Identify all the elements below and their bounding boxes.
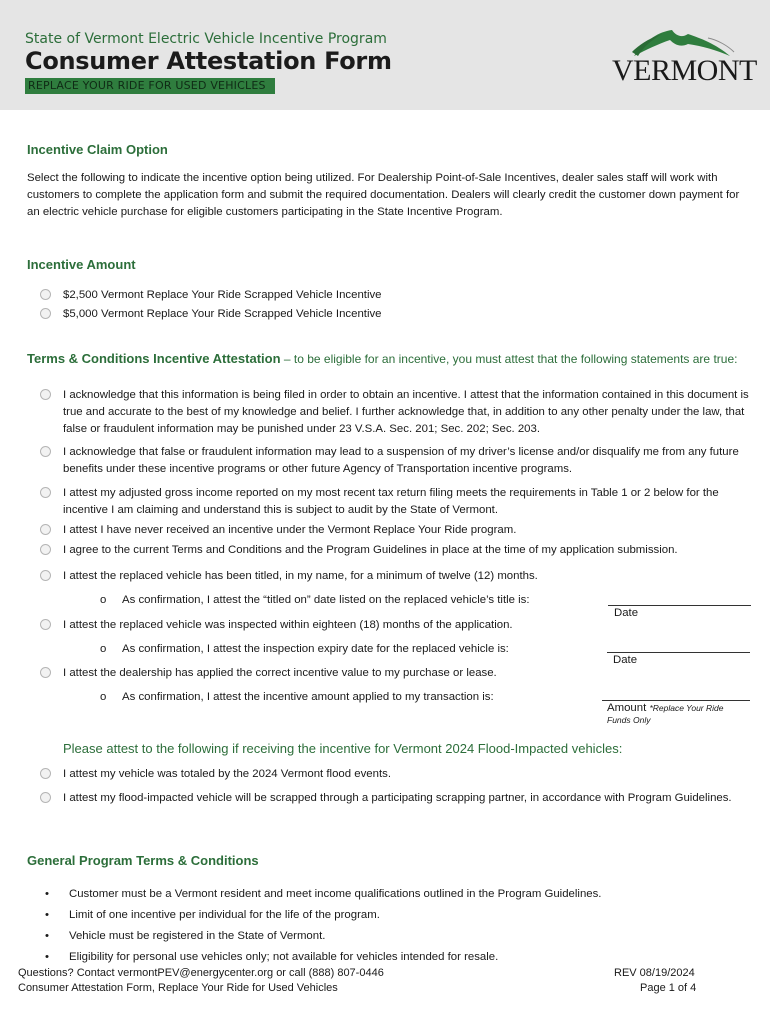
form-title: Consumer Attestation Form [25,47,392,75]
terms-heading-suffix: – to be eligible for an incentive, you must attest that the following statements are true: [280,352,738,366]
bullet: • [45,888,49,900]
inspection-date-field[interactable] [607,652,750,653]
radio-button[interactable] [40,768,51,779]
flood-attest-item-text: I attest my vehicle was totaled by the 2024 Vermont flood events. [63,768,391,780]
vermont-logo [612,22,757,92]
sub-item-marker: o [100,643,107,655]
claim-option-body: Select the following to indicate the incentive option being utilized. For Dealership Point-of-Sale Incentives, dealer sales staff will work with customers to complete the application form and submit the required documentation. Dealers will clearly credit the customer down payment for an electric vehicle purchase for eligible customers participating in the State Incentive Program. [27,172,740,218]
bullet: • [45,909,49,921]
titled-date-field[interactable] [608,605,751,606]
attest-item-text: I attest the replaced vehicle was inspected within eighteen (18) months of the application. [63,619,513,631]
amount-label-text: Amount [607,702,647,714]
form-subtitle: REPLACE YOUR RIDE FOR USED VEHICLES [25,78,275,94]
radio-button[interactable] [40,289,51,300]
attest-item-text: I acknowledge that false or fraudulent information may lead to a suspension of my driver’s license and/or disqualify me from any future benefits under these incentive programs or other future Agency of Transportation incentive programs. [63,446,739,475]
radio-button[interactable] [40,524,51,535]
general-term-text: Limit of one incentive per individual for the life of the program. [69,909,380,921]
titled-date-label: Date [614,607,639,619]
attest-sub-item [100,689,494,706]
attest-item-text: I attest the replaced vehicle has been titled, in my name, for a minimum of twelve (12) months. [63,570,538,582]
logo-wordmark: VERMONT [612,54,757,87]
radio-button[interactable] [40,619,51,630]
page-header [0,0,770,110]
footer-contact: Questions? Contact vermontPEV@energycenter.org or call (888) 807-0446 [18,967,384,979]
sub-item-marker: o [100,594,107,606]
footer-form-name: Consumer Attestation Form, Replace Your Ride for Used Vehicles [18,982,338,994]
flood-attest-item-text: I attest my flood-impacted vehicle will be scrapped through a participating scrapping partner, in accordance with Program Guidelines. [63,792,732,804]
attest-sub-item-text: As confirmation, I attest the incentive amount applied to my transaction is: [122,691,494,703]
general-term-text: Vehicle must be registered in the State of Vermont. [69,930,326,942]
amount-note: *Replace Your Ride [649,703,724,713]
attest-sub-item [100,641,509,658]
amount-note-2: Funds Only [607,715,651,725]
bullet: • [45,951,49,963]
radio-button[interactable] [40,446,51,457]
general-term-text: Customer must be a Vermont resident and meet income qualifications outlined in the Program Guidelines. [69,888,602,900]
terms-heading [27,351,752,367]
footer-revision: REV 08/19/2024 [614,967,695,979]
incentive-amount-label [607,702,723,714]
general-term-item [45,949,498,966]
bullet: • [45,930,49,942]
inspection-date-label: Date [613,654,638,666]
terms-heading-title: Terms & Conditions Incentive Attestation [27,351,281,366]
radio-button[interactable] [40,792,51,803]
attest-item-text: I agree to the current Terms and Conditions and the Program Guidelines in place at the time of my application submission. [63,544,678,556]
attest-item-text: I attest the dealership has applied the correct incentive value to my purchase or lease. [63,667,497,679]
flood-heading: Please attest to the following if receiving the incentive for Vermont 2024 Flood-Impacted vehicles: [63,741,623,756]
general-term-item [45,928,325,945]
radio-button[interactable] [40,389,51,400]
attest-item-text: I acknowledge that this information is being filed in order to obtain an incentive. I attest that the information contained in this document is true and accurate to the best of my knowledge and belief. I further acknowledge that, in addition to any other penalty under the law, that false or fraudulent information may be punished under 23 V.S.A. Sec. 201; Sec. 202; Sec. 203. [63,389,749,435]
attest-item-text: I attest my adjusted gross income reported on my most recent tax return filing meets the requirements in Table 1 or 2 below for the incentive I am claiming and understand this is subject to audit by the State of Vermont. [63,487,719,516]
general-term-item [45,907,380,924]
radio-button[interactable] [40,308,51,319]
program-title: State of Vermont Electric Vehicle Incentive Program [25,31,387,47]
radio-button[interactable] [40,487,51,498]
claim-option-heading: Incentive Claim Option [27,142,168,157]
incentive-amount-heading: Incentive Amount [27,257,136,272]
footer-page-number: Page 1 of 4 [640,982,697,994]
amount-option-label: $5,000 Vermont Replace Your Ride Scrapped Vehicle Incentive [63,308,382,320]
radio-button[interactable] [40,544,51,555]
amount-option-label: $2,500 Vermont Replace Your Ride Scrapped Vehicle Incentive [63,289,382,301]
general-term-text: Eligibility for personal use vehicles only; not available for vehicles intended for resale. [69,951,499,963]
incentive-amount-field[interactable] [602,700,750,701]
radio-button[interactable] [40,667,51,678]
radio-button[interactable] [40,570,51,581]
attest-sub-item-text: As confirmation, I attest the inspection expiry date for the replaced vehicle is: [122,643,509,655]
general-term-item [45,886,601,903]
sub-item-marker: o [100,691,107,703]
attest-sub-item [100,592,530,609]
attest-sub-item-text: As confirmation, I attest the “titled on” date listed on the replaced vehicle’s title is: [122,594,530,606]
general-terms-heading: General Program Terms & Conditions [27,853,259,868]
attest-item-text: I attest I have never received an incentive under the Vermont Replace Your Ride program. [63,524,517,536]
